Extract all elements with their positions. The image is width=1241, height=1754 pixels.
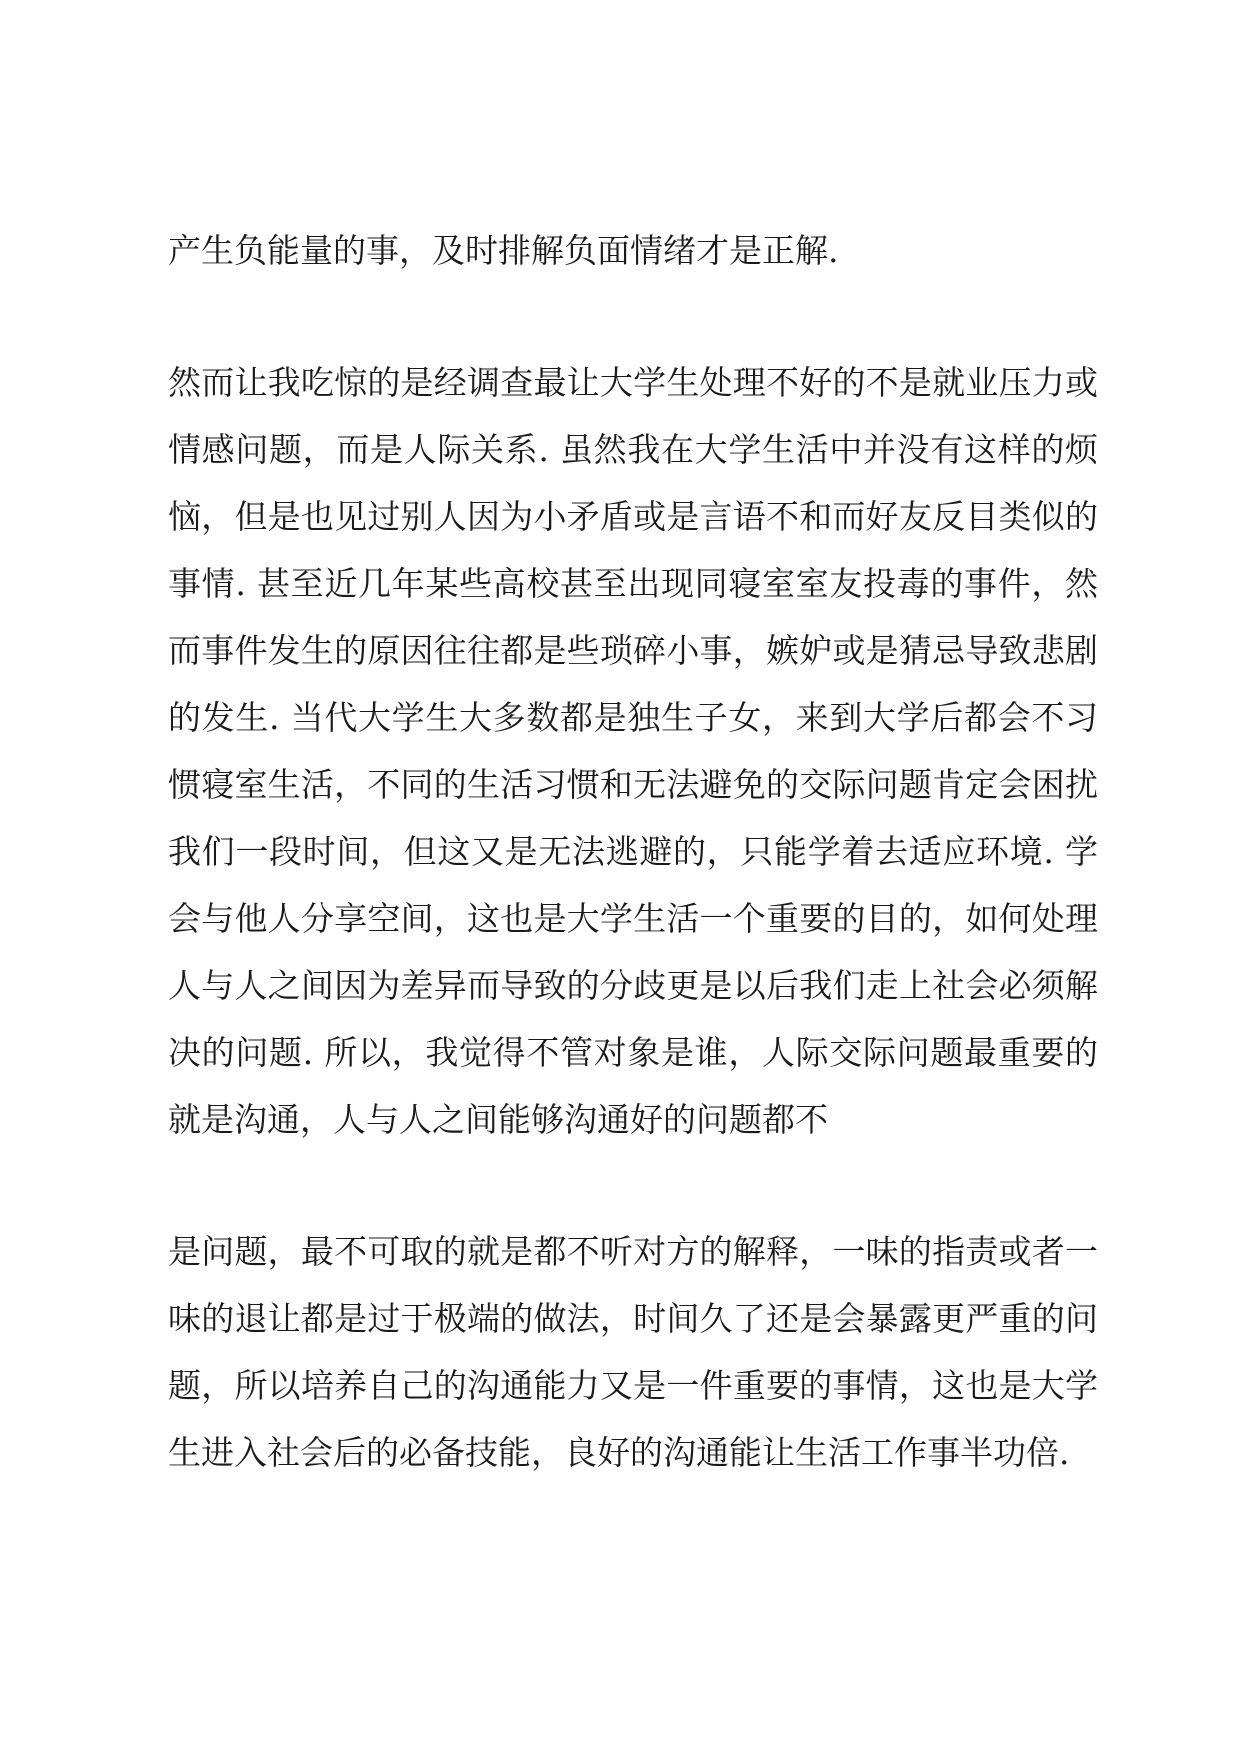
paragraph-3-line-2: 味的退让都是过于极端的做法，时间久了还是会暴露更严重的问 [168,1299,1098,1338]
paragraph-2-line-1: 然而让我吃惊的是经调查最让大学生处理不好的不是就业压力或 [168,363,1098,402]
paragraph-1-line-1: 产生负能量的事，及时排解负面情绪才是正解. [168,231,839,270]
paragraph-2-line-3: 恼，但是也见过别人因为小矛盾或是言语不和而好友反目类似的 [168,497,1098,536]
paragraph-2-line-12: 就是沟通，人与人之间能够沟通好的问题都不 [168,1100,828,1139]
paragraph-2-line-6: 的发生. 当代大学生大多数都是独生子女，来到大学后都会不习 [168,698,1098,737]
paragraph-2-line-5: 而事件发生的原因往往都是些琐碎小事，嫉妒或是猜忌导致悲剧 [168,631,1098,670]
paragraph-2-line-11: 决的问题. 所以，我觉得不管对象是谁，人际交际问题最重要的 [168,1033,1098,1072]
paragraph-3-line-3: 题，所以培养自己的沟通能力又是一件重要的事情，这也是大学 [168,1366,1098,1405]
paragraph-2-line-10: 人与人之间因为差异而导致的分歧更是以后我们走上社会必须解 [168,966,1098,1005]
paragraph-2-line-4: 事情. 甚至近几年某些高校甚至出现同寝室室友投毒的事件，然 [168,564,1098,603]
paragraph-2-line-2: 情感问题，而是人际关系. 虽然我在大学生活中并没有这样的烦 [168,430,1098,469]
paragraph-2-line-7: 惯寝室生活，不同的生活习惯和无法避免的交际问题肯定会困扰 [168,765,1098,804]
paragraph-2-line-8: 我们一段时间，但这又是无法逃避的，只能学着去适应环境. 学 [168,832,1098,871]
paragraph-2-line-9: 会与他人分享空间，这也是大学生活一个重要的目的，如何处理 [168,899,1098,938]
paragraph-3-line-4: 生进入社会后的必备技能，良好的沟通能让生活工作事半功倍. [168,1433,1070,1472]
paragraph-3-line-1: 是问题，最不可取的就是都不听对方的解释，一味的指责或者一 [168,1232,1098,1271]
